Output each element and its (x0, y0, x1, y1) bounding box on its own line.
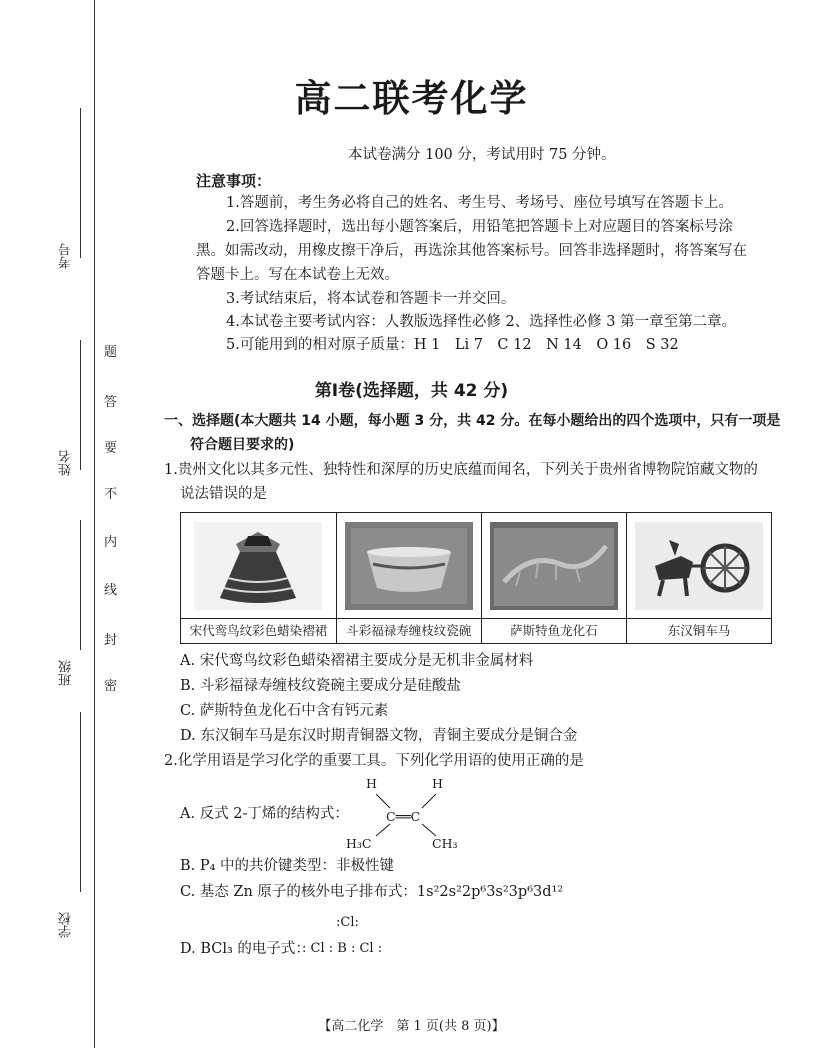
question-1-stem: 说法错误的是 (180, 486, 267, 502)
notice-line: 2.回答选择题时，选出每小题答案后，用铅笔把答题卡上对应题目的答案标号涂 (226, 219, 733, 235)
binding-warning-char: 题 (104, 345, 118, 360)
section-instructions: 一、选择题(本大题共 14 小题，每小题 3 分，共 42 分。在每小题给出的四个选项中，只有一项是 (164, 413, 781, 429)
question-1-option-a: A. 宋代鸾鸟纹彩色蜡染褶裙主要成分是无机非金属材料 (180, 653, 534, 669)
bcl3-electron-formula-top: :Cl: (336, 915, 359, 930)
binding-line (94, 0, 95, 1048)
bcl3-electron-formula-row: : Cl : B : Cl : (302, 941, 383, 956)
structure-double-bond: C══C (386, 809, 421, 824)
artifact-image-cell (481, 513, 626, 619)
bronze-chariot-image (635, 522, 763, 610)
question-2-option-c: C. 基态 Zn 原子的核外电子排布式：1s²2s²2p⁶3s²3p⁶3d¹² (180, 884, 564, 900)
pleated-skirt-image (194, 522, 322, 610)
structure-methyl-left: H₃C (346, 836, 372, 851)
structure-methyl-right: CH₃ (432, 836, 458, 851)
artifact-caption: 萨斯特鱼龙化石 (481, 619, 626, 644)
binding-warning-char: 答 (104, 395, 118, 410)
school-blank[interactable] (80, 712, 81, 892)
student-name-label: 姓名 (59, 450, 74, 476)
question-1-option-d: D. 东汉铜车马是东汉时期青铜器文物，青铜主要成分是铜合金 (180, 728, 578, 744)
class-label: 班级 (59, 660, 74, 686)
exam-number-blank[interactable] (80, 108, 81, 258)
school-label: 学校 (59, 912, 74, 938)
student-name-blank[interactable] (80, 340, 81, 470)
structure-atom-h: H (432, 776, 443, 791)
binding-warning-char: 不 (104, 487, 118, 502)
artifact-caption: 宋代鸾鸟纹彩色蜡染褶裙 (181, 619, 337, 644)
class-blank[interactable] (80, 520, 81, 650)
question-1-option-b: B. 斗彩福禄寿缠枝纹瓷碗主要成分是硅酸盐 (180, 678, 461, 694)
exam-title: 高二联考化学 (294, 77, 529, 120)
notice-title: 注意事项： (196, 172, 272, 190)
binding-warning-char: 封 (104, 633, 118, 648)
section-title: 第Ⅰ卷(选择题，共 42 分) (314, 381, 509, 401)
question-2-option-b: B. P₄ 中的共价键类型：非极性键 (180, 858, 395, 874)
artifact-image-cell (626, 513, 771, 619)
notice-line: 5.可能用到的相对原子质量：H 1 Li 7 C 12 N 14 O 16 S 32 (226, 337, 679, 353)
question-2-option-a: A. 反式 2-丁烯的结构式： (180, 806, 349, 822)
notice-line: 黑。如需改动，用橡皮擦干净后，再选涂其他答案标号。回答非选择题时，将答案写在 (196, 243, 747, 259)
notice-line: 3.考试结束后，将本试卷和答题卡一并交回。 (226, 291, 516, 307)
section-instructions: 符合题目要求的) (190, 437, 295, 453)
question-2-option-d: D. BCl₃ 的电子式： (180, 941, 310, 957)
page-footer: 【高二化学 第 1 页(共 8 页)】 (318, 1019, 505, 1034)
artifact-image-cell (336, 513, 481, 619)
binding-warning-char: 密 (104, 679, 118, 694)
porcelain-bowl-image (345, 522, 473, 610)
binding-warning-char: 要 (104, 441, 118, 456)
exam-intro: 本试卷满分 100 分，考试用时 75 分钟。 (348, 147, 616, 163)
ichthyosaur-fossil-image (490, 522, 618, 610)
artifact-image-cell (181, 513, 337, 619)
trans-2-butene-structure (340, 776, 500, 856)
artifact-caption: 斗彩福禄寿缠枝纹瓷碗 (336, 619, 481, 644)
exam-number-label: 考号 (59, 243, 74, 269)
question-1-option-c: C. 萨斯特鱼龙化石中含有钙元素 (180, 703, 389, 719)
binding-warning-char: 内 (104, 535, 118, 550)
binding-warning-char: 线 (104, 583, 118, 598)
notice-line: 4.本试卷主要考试内容：人教版选择性必修 2、选择性必修 3 第一章至第二章。 (226, 314, 737, 330)
notice-line: 答题卡上。写在本试卷上无效。 (196, 267, 399, 283)
notice-line: 1.答题前，考生务必将自己的姓名、考生号、考场号、座位号填写在答题卡上。 (226, 195, 733, 211)
artifact-table (180, 512, 772, 644)
question-1-stem: 1.贵州文化以其多元性、独特性和深厚的历史底蕴而闻名，下列关于贵州省博物院馆藏文物的 (164, 462, 758, 478)
question-2-stem: 2.化学用语是学习化学的重要工具。下列化学用语的使用正确的是 (164, 753, 584, 769)
structure-atom-h: H (366, 776, 377, 791)
artifact-caption: 东汉铜车马 (626, 619, 771, 644)
